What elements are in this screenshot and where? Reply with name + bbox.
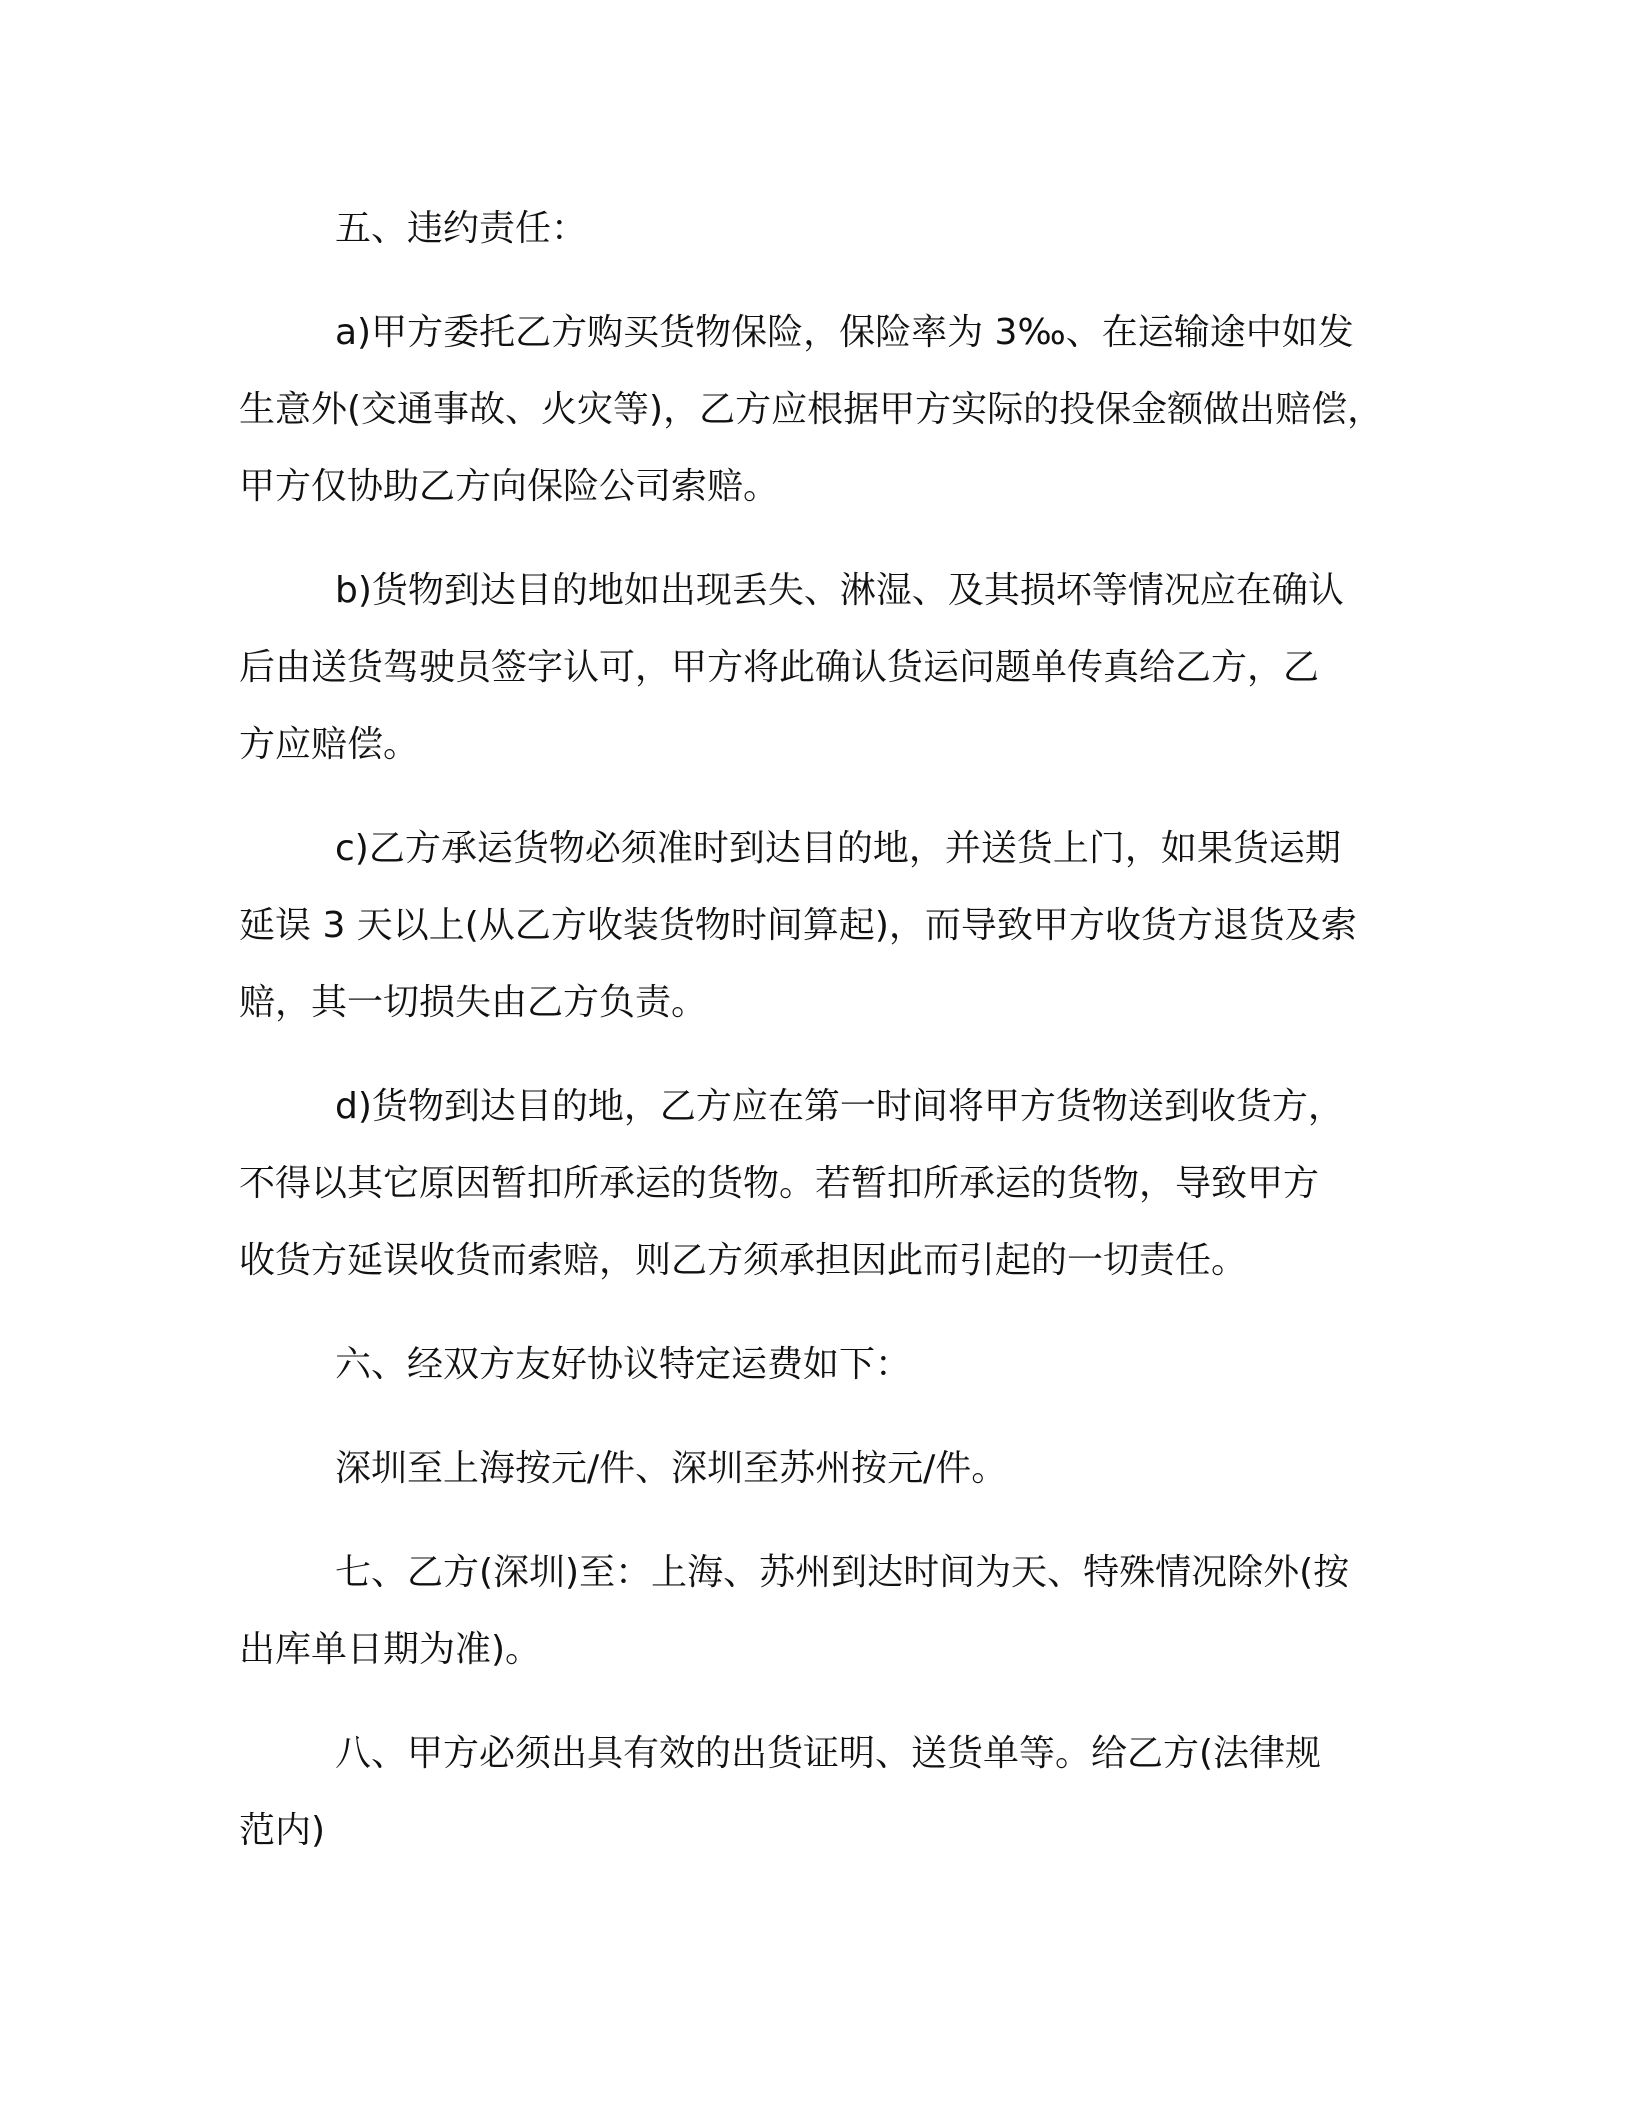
text-line: 七、乙方(深圳)至：上海、苏州到达时间为天、特殊情况除外(按 — [335, 1552, 1350, 1593]
text-line: 六、经双方友好协议特定运费如下： — [335, 1344, 912, 1385]
section-7 — [239, 1534, 1419, 1688]
text-line: 收货方延误收货而索赔，则乙方须承担因此而引起的一切责任。 — [239, 1240, 1248, 1281]
document-body — [239, 190, 1419, 1896]
section-5-heading — [239, 190, 1419, 267]
text-line: 生意外(交通事故、火灾等)，乙方应根据甲方实际的投保金额做出赔偿， — [239, 389, 1384, 430]
text-line: 八、甲方必须出具有效的出货证明、送货单等。给乙方(法律规 — [335, 1733, 1322, 1774]
text-line: 方应赔偿。 — [239, 724, 420, 765]
clause-c — [239, 810, 1419, 1041]
text-line: 甲方仅协助乙方向保险公司索赔。 — [239, 466, 780, 507]
text-line: b)货物到达目的地如出现丢失、淋湿、及其损坏等情况应在确认 — [335, 570, 1344, 611]
section-8 — [239, 1715, 1419, 1869]
text-line: 不得以其它原因暂扣所承运的货物。若暂扣所承运的货物，导致甲方 — [239, 1163, 1320, 1204]
text-line: 后由送货驾驶员签字认可，甲方将此确认货运问题单传真给乙方，乙 — [239, 647, 1320, 688]
clause-d — [239, 1068, 1419, 1299]
text-line: 深圳至上海按元/件、深圳至苏州按元/件。 — [335, 1448, 1008, 1489]
text-line: 五、违约责任： — [335, 208, 588, 249]
text-line: 赔，其一切损失由乙方负责。 — [239, 982, 708, 1023]
freight-rates — [239, 1430, 1419, 1507]
text-line: d)货物到达目的地，乙方应在第一时间将甲方货物送到收货方， — [335, 1086, 1344, 1127]
text-line: a)甲方委托乙方购买货物保险，保险率为 3‰、在运输途中如发 — [335, 312, 1354, 353]
text-line: 延误 3 天以上(从乙方收装货物时间算起)，而导致甲方收货方退货及索 — [239, 905, 1357, 946]
text-line: c)乙方承运货物必须准时到达目的地，并送货上门，如果货运期 — [335, 828, 1341, 869]
text-line: 范内) — [239, 1810, 326, 1851]
section-6-heading — [239, 1326, 1419, 1403]
clause-a — [239, 294, 1419, 525]
text-line: 出库单日期为准)。 — [239, 1629, 542, 1670]
clause-b — [239, 552, 1419, 783]
